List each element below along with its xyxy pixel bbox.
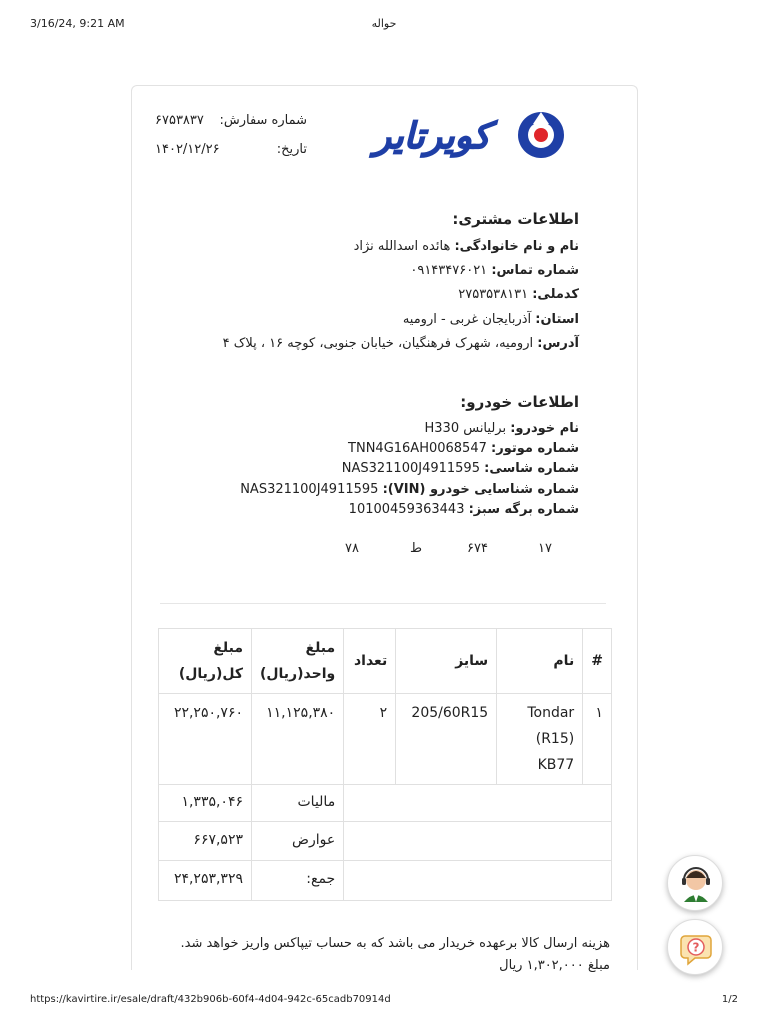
row-unit-price: ۱۱,۱۲۵,۳۸۰ — [252, 694, 344, 785]
duties-row — [159, 822, 612, 861]
logo-text: کویرتایر — [373, 116, 491, 157]
vehicle-green-sheet: 10100459363443 — [348, 502, 465, 517]
col-total: مبلغ کل(ریال) — [159, 629, 252, 694]
vehicle-vin-row — [240, 482, 579, 497]
customer-address-row — [223, 336, 579, 351]
customer-province-label: استان: — [535, 312, 579, 327]
customer-province: آذربایجان غربی - ارومیه — [402, 312, 532, 327]
help-question-icon — [668, 920, 724, 976]
print-url: https://kavirtire.ir/esale/draft/432b906b-60f4-4d04-942c-65cadb70914d — [30, 994, 391, 1005]
customer-national-id: ۲۷۵۳۵۳۸۱۳۱ — [458, 287, 529, 302]
print-tab-title: حواله — [371, 17, 397, 30]
print-page-counter: 1/2 — [721, 994, 738, 1005]
tax-value: ۱,۳۳۵,۰۴۶ — [159, 785, 252, 822]
plate-part-1: ۱۷ — [538, 541, 552, 556]
customer-phone-row — [410, 263, 579, 278]
kavir-tire-logo — [352, 110, 566, 160]
print-datetime: 3/16/24, 9:21 AM — [30, 17, 125, 30]
order-number: ۶۷۵۳۸۳۷ — [155, 113, 204, 128]
table-header-row — [159, 629, 612, 694]
order-date-label: تاریخ: — [276, 142, 307, 157]
vehicle-vin-label: شماره شناسایی خودرو (VIN): — [382, 482, 579, 497]
col-size: سایز — [396, 629, 497, 694]
row-index: ۱ — [583, 694, 612, 785]
sum-value: ۲۴,۲۵۳,۳۲۹ — [159, 861, 252, 901]
vehicle-heading: اطلاعات خودرو: — [460, 393, 579, 411]
vehicle-model-label: نام خودرو: — [510, 421, 579, 436]
vehicle-engine: TNN4G16AH0068547 — [348, 441, 487, 456]
row-size: 205/60R15 — [396, 694, 497, 785]
customer-address: ارومیه، شهرک فرهنگیان، خیابان جنوبی، کوچه ۱۶ ، پلاک ۴ — [222, 336, 534, 351]
row-name: Tondar (R15) KB77 — [497, 694, 583, 785]
duties-value: ۶۶۷,۵۲۳ — [159, 822, 252, 861]
sum-label: جمع: — [252, 861, 344, 901]
vehicle-chassis-label: شماره شاسی: — [484, 461, 579, 476]
customer-province-row — [403, 312, 579, 327]
customer-address-label: آدرس: — [537, 336, 579, 351]
help-button[interactable] — [667, 919, 723, 975]
vehicle-model: برلیانس H330 — [424, 421, 507, 436]
vehicle-model-row — [425, 421, 579, 436]
vehicle-engine-label: شماره موتور: — [491, 441, 579, 456]
items-table — [158, 628, 612, 901]
tax-row — [159, 785, 612, 822]
vehicle-chassis-row — [342, 461, 579, 476]
customer-name: هائده اسدالله نژاد — [353, 239, 451, 254]
svg-text:?: ? — [692, 940, 700, 955]
customer-national-id-label: کدملی: — [532, 287, 579, 302]
customer-phone: ۰۹۱۴۳۴۷۶۰۲۱ — [410, 263, 488, 278]
customer-name-label: نام و نام خانوادگی: — [454, 239, 579, 254]
row-qty: ۲ — [344, 694, 396, 785]
sum-row — [159, 861, 612, 901]
section-divider — [160, 603, 606, 604]
row-total: ۲۲,۲۵۰,۷۶۰ — [159, 694, 252, 785]
col-unit-price: مبلغ واحد(ریال) — [252, 629, 344, 694]
customer-name-row — [354, 239, 579, 254]
customer-national-id-row — [458, 287, 579, 302]
vehicle-green-sheet-row — [349, 502, 579, 517]
vehicle-green-sheet-label: شماره برگه سبز: — [468, 502, 579, 517]
col-name: نام — [497, 629, 583, 694]
support-button[interactable] — [667, 855, 723, 911]
tax-label: مالیات — [252, 785, 344, 822]
shipping-amount: مبلغ ۱,۳۰۲,۰۰۰ ریال — [499, 958, 610, 973]
customer-heading: اطلاعات مشتری: — [452, 210, 579, 228]
support-agent-icon — [668, 856, 724, 912]
vehicle-chassis: NAS321100J4911595 — [341, 461, 480, 476]
col-qty: تعداد — [344, 629, 396, 694]
vehicle-engine-row — [348, 441, 579, 456]
plate-part-3: ط — [410, 541, 423, 556]
col-index: # — [583, 629, 612, 694]
customer-phone-label: شماره تماس: — [491, 263, 579, 278]
order-number-label: شماره سفارش: — [219, 113, 307, 128]
order-date: ۱۴۰۲/۱۲/۲۶ — [155, 142, 220, 157]
duties-label: عوارض — [252, 822, 344, 861]
plate-part-2: ۶۷۴ — [467, 541, 488, 556]
table-row — [159, 694, 612, 785]
vehicle-vin: NAS321100J4911595 — [240, 482, 379, 497]
plate-part-4: ۷۸ — [345, 541, 359, 556]
shipping-note: هزینه ارسال کالا برعهده خریدار می باشد که به حساب تیپاکس واریز خواهد شد. — [180, 936, 610, 951]
